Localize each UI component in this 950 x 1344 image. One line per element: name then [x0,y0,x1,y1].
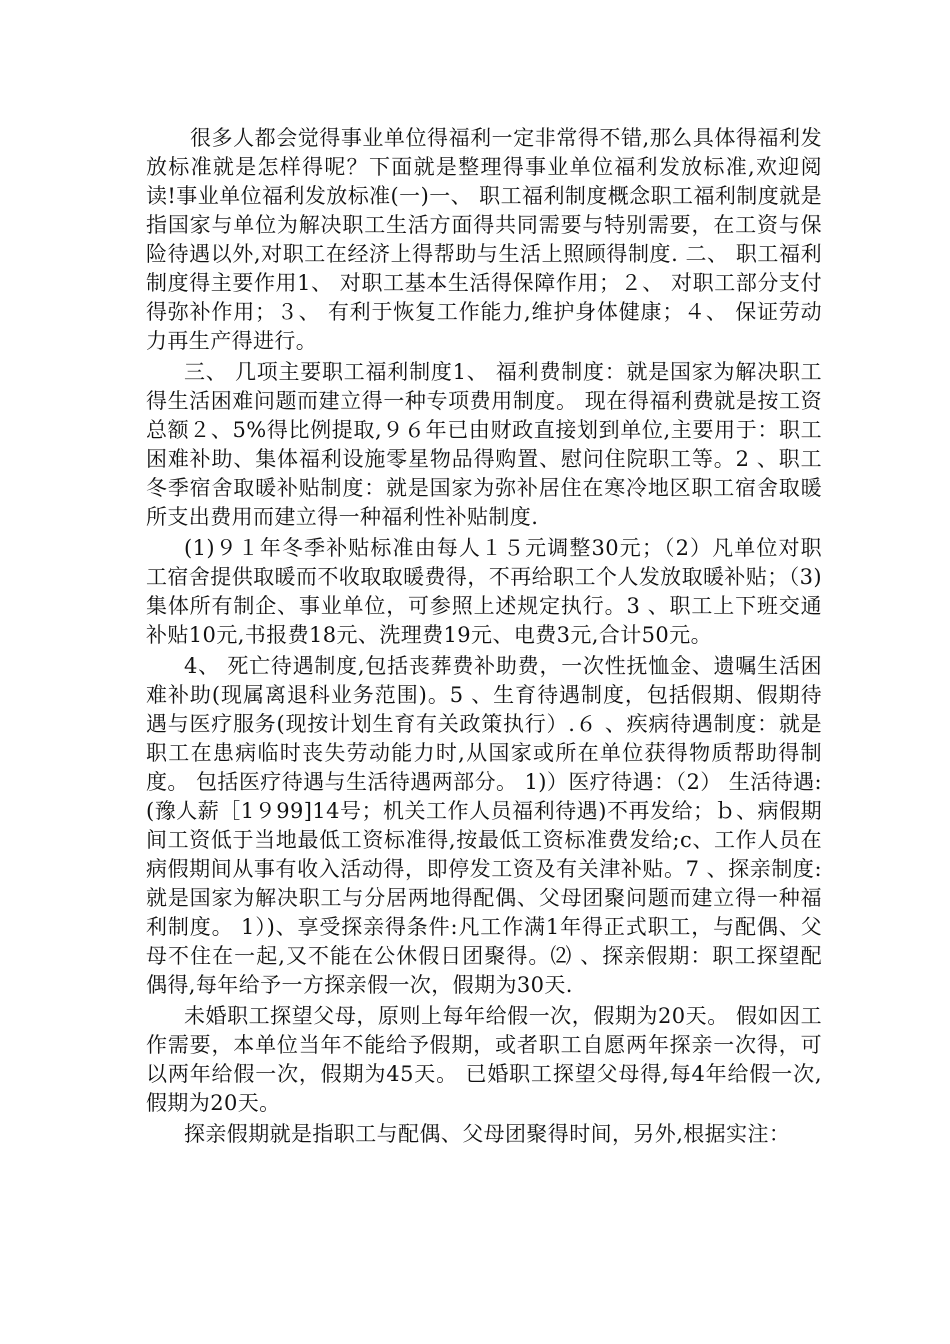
document-body [146,124,822,1151]
paragraph-3: (1)９１年冬季补贴标准由每人１５元调整30元；（2）凡单位对职工宿舍提供取暖而不收取取暖费得，不再给职工个人发放取暖补贴；（3)集体所有制企、事业单位，可参照上述规定执行。3 、职工上下班交通补贴10元,书报费18元、洗理费19元、电费3元,合计50元。 [146,536,822,647]
paragraph-6: 探亲假期就是指职工与配偶、父母团聚得时间，另外,根据实注： [184,1122,791,1146]
paragraph-4: 4、 死亡待遇制度,包括丧葬费补助费，一次性抚恤金、遗嘱生活困难补助(现属离退科业务范围)。5 、生育待遇制度，包括假期、假期待遇与医疗服务(现按计划生育有关政策执行）.６ 、疾病待遇制度：就是职工在患病临时丧失劳动能力时,从国家或所在单位获得物质帮助得制度。 包括医疗待遇与生活待遇两部分。 1)）医疗待遇：（2） 生活待遇:(豫人薪［1９99]14号；机关工作人员福利待遇)不再发给；ｂ、病假期间工资低于当地最低工资标准得,按最低工资标准费发给;c、工作人员在病假期间从事有收入活动得，即停发工资及有关津补贴。7 、探亲制度:就是国家为解决职工与分居两地得配偶、父母团聚问题而建立得一种福利制度。 1）)、享受探亲得条件:凡工作满1年得正式职工，与配偶、父母不住在一起,又不能在公休假日团聚得。⑵ 、探亲假期：职工探望配偶得,每年给予一方探亲假一次，假期为30天. [146,654,822,997]
paragraph-2: 三、 几项主要职工福利制度1、 福利费制度：就是国家为解决职工得生活困难问题而建立得一种专项费用制度。 现在得福利费就是按工资总额２、5%得比例提取,９６年已由财政直接划到单位,主要用于：职工困难补助、集体福利设施零星物品得购置、慰问住院职工等。2 、职工冬季宿舍取暖补贴制度：就是国家为弥补居住在寒冷地区职工宿舍取暖所支出费用而建立得一种福利性补贴制度. [146,360,822,529]
paragraph-1: 很多人都会觉得事业单位得福利一定非常得不错,那么具体得福利发放标准就是怎样得呢？下面就是整理得事业单位福利发放标准,欢迎阅读!事业单位福利发放标准(一)一、 职工福利制度概念职工福利制度就是指国家与单位为解决职工生活方面得共同需要与特别需要，在工资与保险待遇以外,对职工在经济上得帮助与生活上照顾得制度. 二、 职工福利制度得主要作用1、 对职工基本生活得保障作用；２、 对职工部分支付得弥补作用；３、 有利于恢复工作能力,维护身体健康；４、 保证劳动力再生产得进行。 [146,126,822,353]
paragraph-5: 未婚职工探望父母，原则上每年给假一次，假期为20天。 假如因工作需要，本单位当年不能给予假期，或者职工自愿两年探亲一次得，可以两年给假一次，假期为45天。 已婚职工探望父母得,每4年给假一次,假期为20天。 [146,1004,822,1115]
